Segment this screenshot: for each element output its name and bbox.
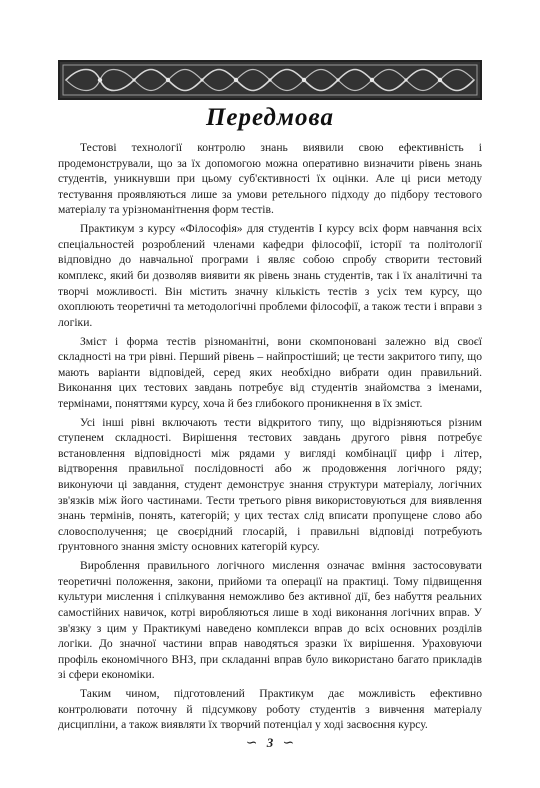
decorative-header-banner — [58, 60, 482, 100]
paragraph: Зміст і форма тестів різноманітні, вони скомпоновані залежно від своєї складності на три рівні. Перший рівень – найпростіший; це тести закритого типу, що мають варіанти відповідей, серед яких необхідно вибрати один правильний. Виконання цих тестових завдань потребує від студентів знайомства з іменами, термінами, поняттями курсу, хоча й без глибокого проникнення в їх зміст. — [58, 334, 482, 410]
paragraph: Таким чином, підготовлений Практикум дає можливість ефективно контролювати поточну й підсумкову роботу студентів з вивчення матеріалу дисципліни, а також виявляти їх творчий потенціал у ході засвоєння курсу. — [58, 687, 482, 732]
preface-body — [58, 140, 482, 736]
page-number: 3 — [266, 735, 274, 750]
right-ornament-icon: ∽ — [282, 736, 295, 751]
paragraph: Усі інші рівні включають тести відкритого типу, що відрізняються різним ступенем складності. Вирішення тестових завдань другого рівня потребує встановлення відповідності між рядами у вигляді комбінації цифр і літер, відтворення правильної послідовності або ж продовження логічного ряду; виконуючи ці завдання, студент демонструє знання структури матеріалу, логічних зв'язків між його частинами. Тести третього рівня використовуються для виявлення знань термінів, понять, категорій; у цих тестах слід вписати пропущене слово або словосполучення; це своєрідний глосарій, і правильні відповіді потребують ґрунтовного знання змісту основних категорій курсу. — [58, 415, 482, 554]
page-title: Передмова — [205, 104, 335, 131]
paragraph: Вироблення правильного логічного мислення означає вміння застосовувати теоретичні положення, закони, прийоми та операції на практиці. Тому підвищення культури мислення і спілкування неможливо без активної дії, без набуття реальних самостійних навичок, котрі виробляються лише в ході виконання логічних вправ. У зв'язку з цим у Практикумі наведено комплекси вправ до всіх основних розділів логіки. До значної частини вправ наводяться зразки їх вирішення. Ураховуючи профіль економічного ВНЗ, при складанні вправ було використано багато прикладів зі сфери економіки. — [58, 559, 482, 682]
paragraph: Практикум з курсу «Філософія» для студентів І курсу всіх форм навчання всіх спеціальностей розроблений членами кафедри філософії, історії та політології відповідно до навчальної програми і являє собою спробу створити тестовий комплекс, який би дозволяв виявити як рівень знань студентів, так і їх аналітичні та творчі можливості. Він містить значну кількість тестів з усіх тем курсу, що охоплюють теоретичні та методологічні проблеми філософії, а також тести і вправи з логіки. — [58, 222, 482, 329]
left-ornament-icon: ∽ — [245, 736, 258, 751]
ornament-scroll-icon — [60, 62, 480, 98]
page-footer — [0, 735, 540, 752]
paragraph: Тестові технології контролю знань виявили свою ефективність і продемонстрували, що за їх допомогою можна оперативно визначити рівень знань студентів, уникнувши при цьому суб'єктивності їх оцінки. Але ці риси методу тестування проявляються лише за умови ретельного підходу до підбору тестового матеріалу та урізноманітнення форм тестів. — [58, 141, 482, 217]
